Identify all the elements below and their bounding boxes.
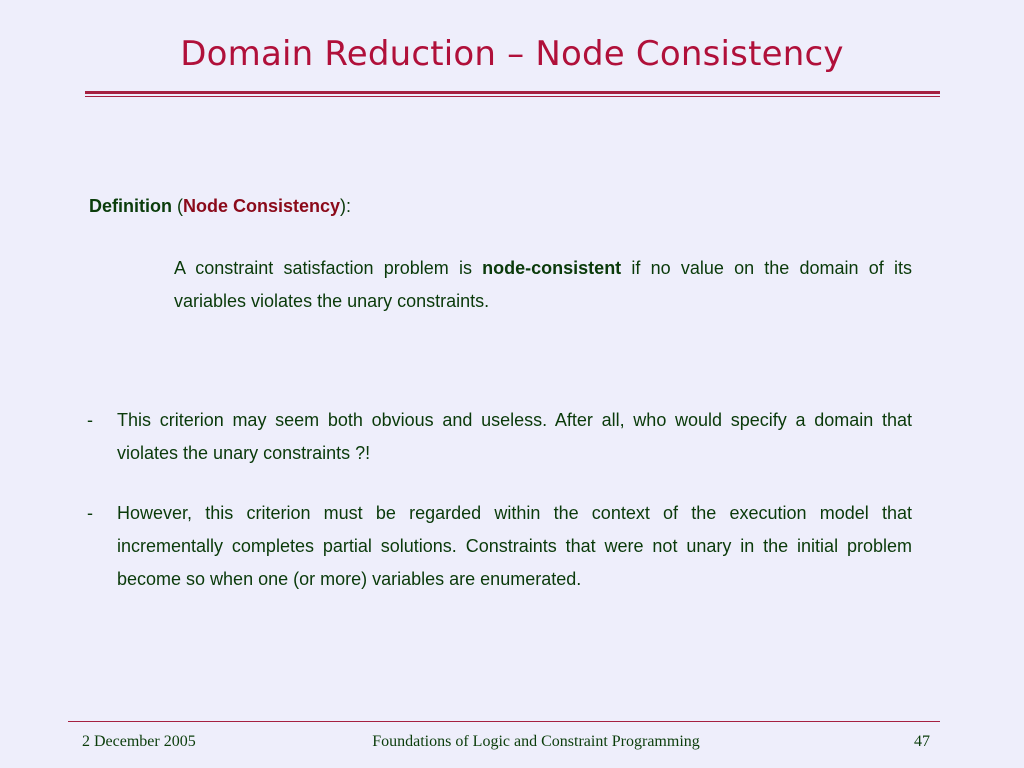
definition-label: Definition [89, 196, 172, 216]
definition-close: ): [340, 196, 352, 216]
bullet-item [85, 497, 912, 596]
definition-text [174, 252, 912, 318]
definition-text-before: A constraint satisfaction problem is [174, 258, 483, 278]
slide-title: Domain Reduction – Node Consistency [180, 34, 844, 74]
bullet-text: This criterion may seem both obvious and useless. After all, who would specify a domain that violates the unary constraints ?! [117, 410, 912, 463]
bullet-list [85, 404, 912, 623]
definition-bold-term: node-consistent [482, 258, 622, 278]
footer-page-number: 47 [914, 733, 930, 750]
footer-course-title: Foundations of Logic and Constraint Programming [372, 733, 700, 750]
definition-open-paren: ( [172, 196, 183, 216]
definition-term: Node Consistency [183, 196, 341, 216]
bullet-text: However, this criterion must be regarded within the context of the execution model that incrementally completes partial solutions. Constraints that were not unary in the initial problem become so when one (or more) variables are enumerated. [117, 503, 912, 589]
title-divider-thick [85, 91, 940, 94]
footer-divider [68, 721, 940, 722]
definition-text-after: if no value on the domain of its variables violates the unary constraints. [174, 258, 912, 311]
bullet-marker: - [87, 410, 93, 430]
bullet-item [85, 404, 912, 470]
title-divider-thin [85, 96, 940, 97]
footer-date: 2 December 2005 [82, 733, 196, 750]
definition-heading [89, 196, 351, 217]
bullet-marker: - [87, 503, 93, 523]
